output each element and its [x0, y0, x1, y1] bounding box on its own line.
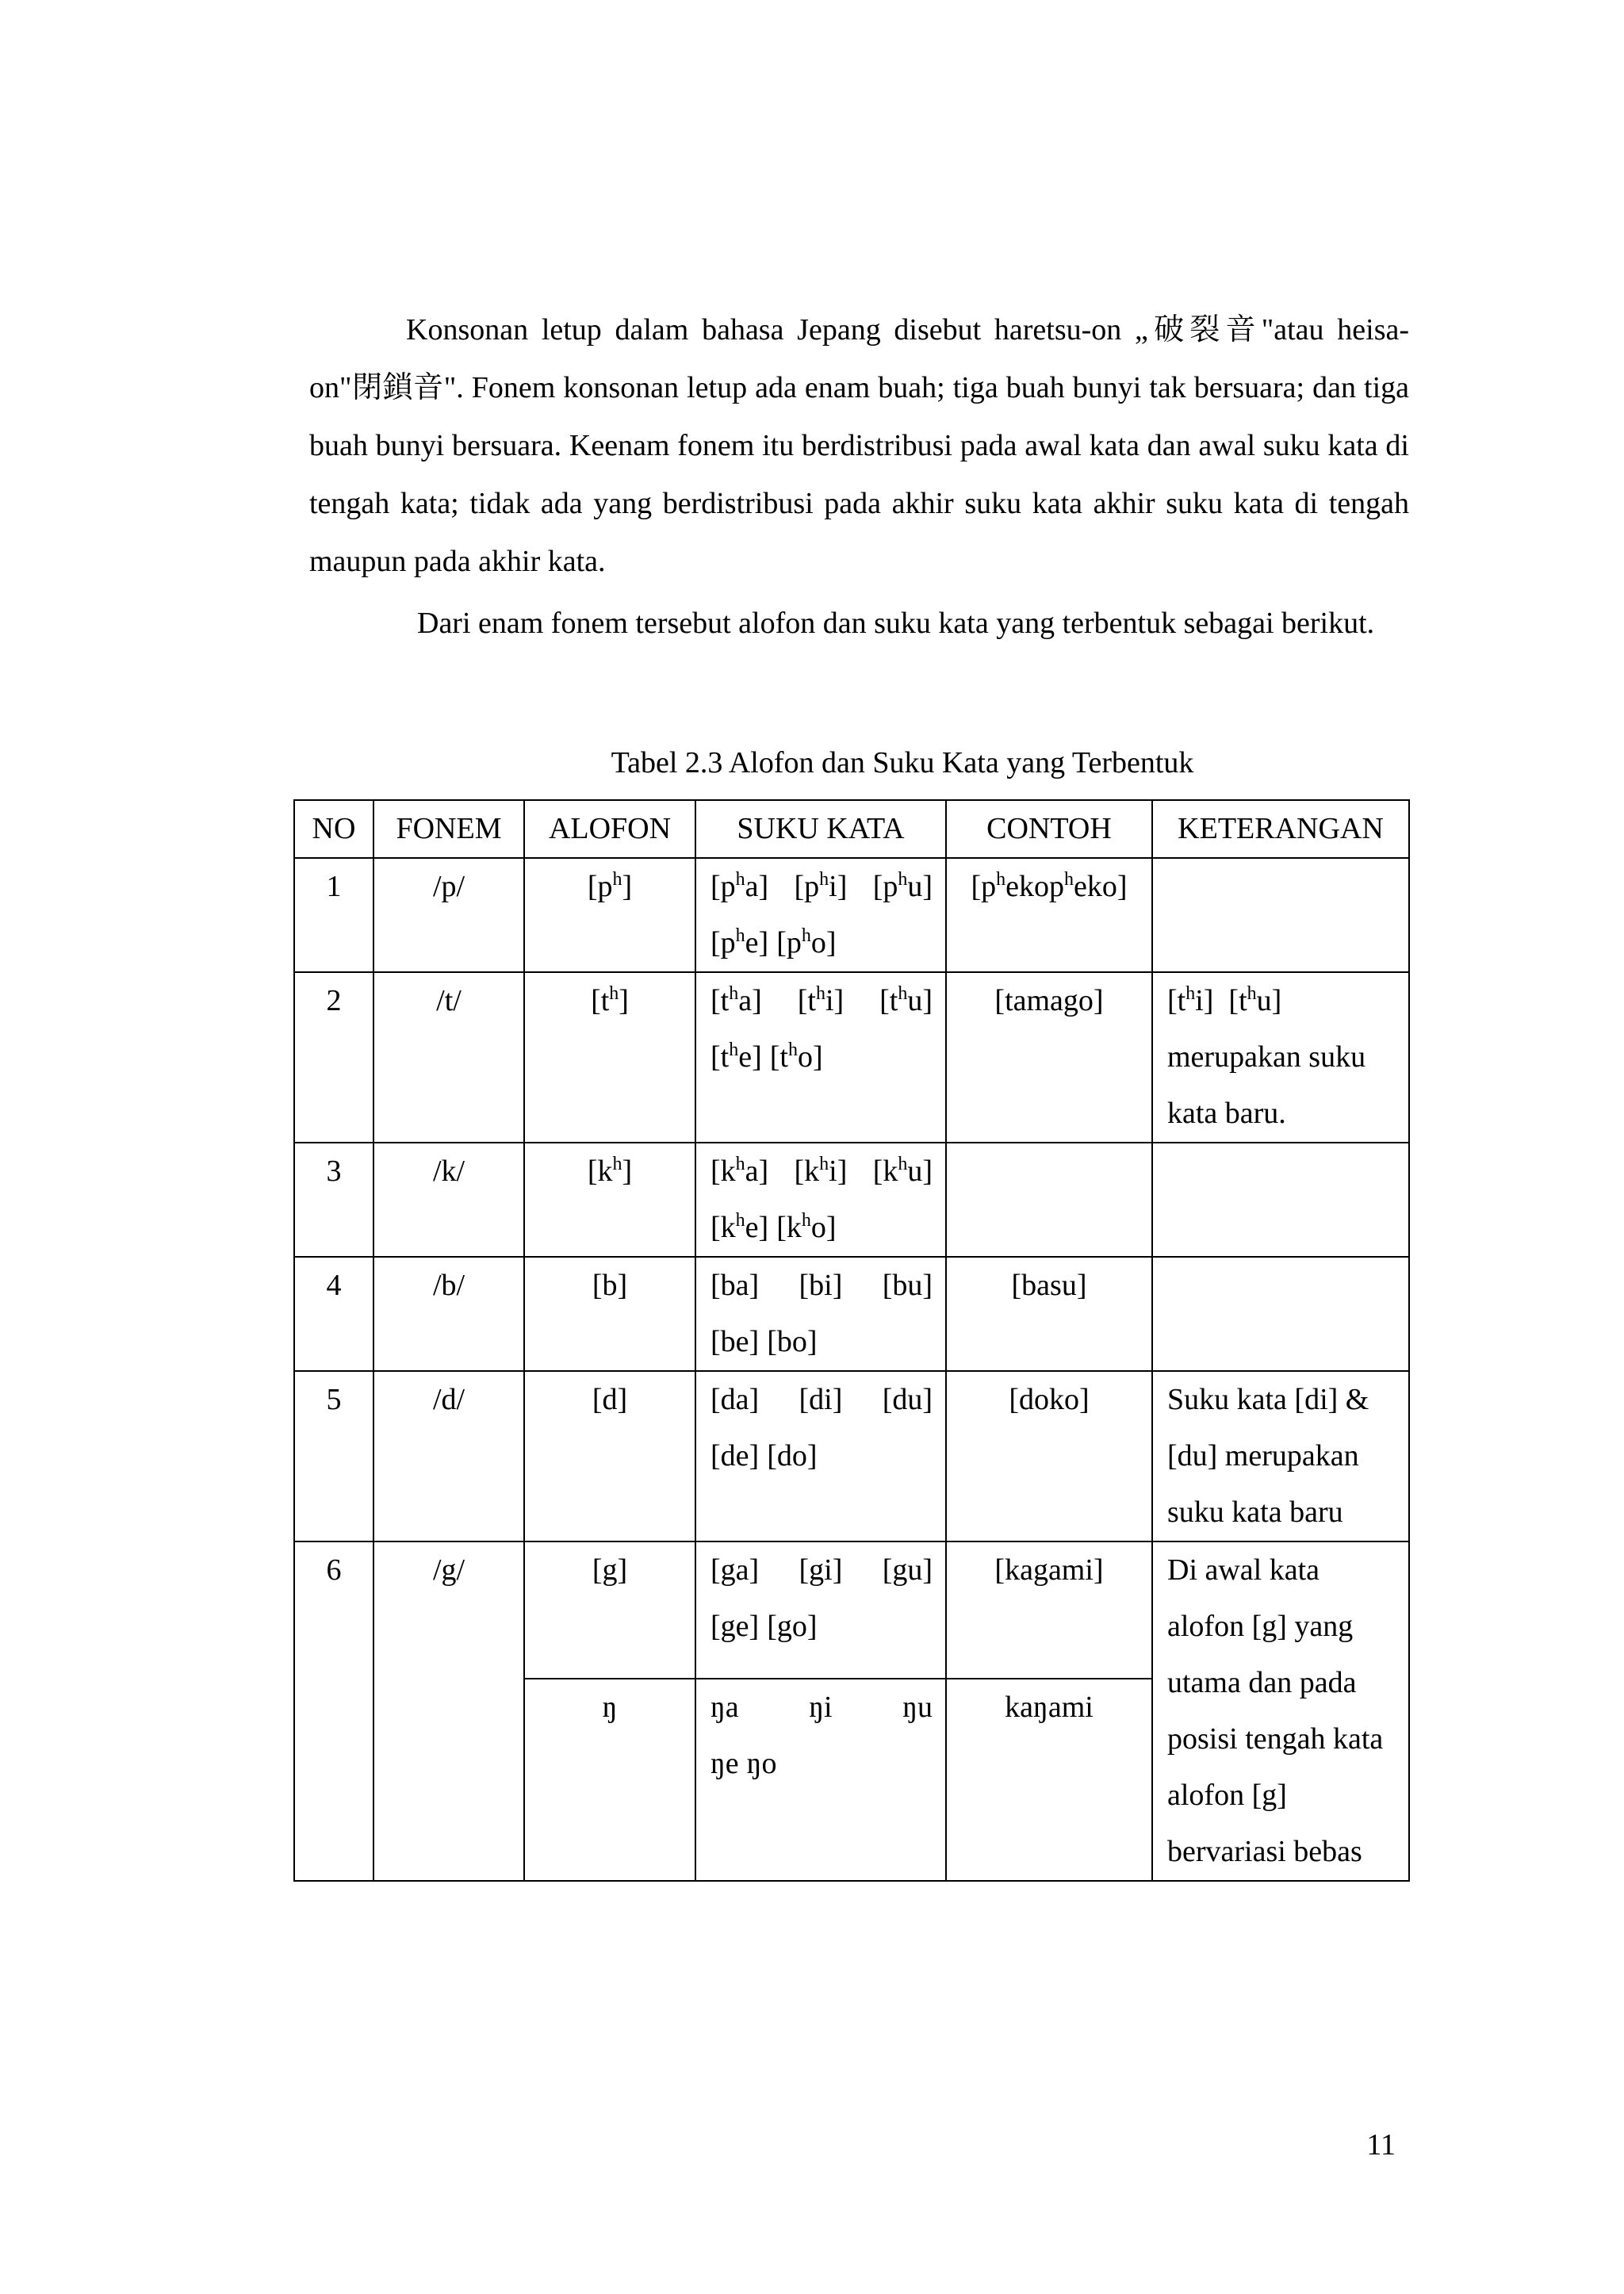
- cell-alofon: ŋ: [524, 1679, 695, 1881]
- cell-contoh: kaŋami: [946, 1679, 1152, 1881]
- cell-alofon: [b]: [524, 1257, 695, 1371]
- table-header-row: [294, 800, 1409, 858]
- cell-fonem: /p/: [373, 858, 524, 972]
- cell-fonem: /k/: [373, 1143, 524, 1257]
- header-suku-kata: SUKU KATA: [695, 800, 946, 858]
- cell-alofon: [d]: [524, 1371, 695, 1541]
- cell-keterangan: [1152, 1143, 1409, 1257]
- cell-suku-kata: $[k^ha]$ $[k^hi]$ $[k^hu]$ $[k^he]$ $[k^ho]$: [695, 1143, 946, 1257]
- paragraph-1: Konsonan letup dalam bahasa Jepang disebut haretsu-on „破裂音"atau heisa-on"閉鎖音". Fonem konsonan letup ada enam buah; tiga buah bunyi tak bersuara; dan tiga buah bunyi bersuara. Keenam fonem itu berdistribusi pada awal kata dan awal suku kata di tengah kata; tidak ada yang berdistribusi pada akhir suku kata akhir suku kata di tengah maupun pada akhir kata.: [309, 313, 1409, 578]
- cell-suku-kata: [ga] [gi] [gu] [ge] [go]: [695, 1541, 946, 1679]
- table-row: [294, 858, 1409, 972]
- cell-fonem: /d/: [373, 1371, 524, 1541]
- cell-no: 6: [294, 1541, 373, 1881]
- cell-no: 5: [294, 1371, 373, 1541]
- page-number: 11: [1366, 2128, 1396, 2162]
- cell-fonem: /b/: [373, 1257, 524, 1371]
- cell-keterangan: [1152, 858, 1409, 972]
- cell-no: 2: [294, 972, 373, 1143]
- cell-contoh: $[p^hekop^heko]$: [946, 858, 1152, 972]
- cell-alofon: [g]: [524, 1541, 695, 1679]
- cell-contoh: [kagami]: [946, 1541, 1152, 1679]
- cell-keterangan: Di awal kata alofon [g] yang utama dan pada posisi tengah kata alofon [g] bervariasi bebas: [1152, 1541, 1409, 1881]
- table-caption: Tabel 2.3 Alofon dan Suku Kata yang Terbentuk: [611, 746, 1194, 779]
- cell-alofon: $[t^h]$: [524, 972, 695, 1143]
- cell-no: 1: [294, 858, 373, 972]
- cell-no: 4: [294, 1257, 373, 1371]
- table-row: [294, 1143, 1409, 1257]
- cell-keterangan: $[t^hi]$ $[t^hu]$ merupakan suku kata baru.: [1152, 972, 1409, 1143]
- cell-suku-kata: [da] [di] [du] [de] [do]: [695, 1371, 946, 1541]
- paragraph-2: Dari enam fonem tersebut alofon dan suku kata yang terbentuk sebagai berikut.: [417, 607, 1375, 640]
- cell-alofon: $[k^h]$: [524, 1143, 695, 1257]
- allophone-table: [293, 799, 1410, 1882]
- cell-suku-kata: [ba] [bi] [bu] [be] [bo]: [695, 1257, 946, 1371]
- cell-suku-kata: ŋa ŋi ŋu ŋe ŋo: [695, 1679, 946, 1881]
- table-row: [294, 1257, 1409, 1371]
- header-fonem: FONEM: [373, 800, 524, 858]
- header-alofon: ALOFON: [524, 800, 695, 858]
- cell-suku-kata: $[p^ha]$ $[p^hi]$ $[p^hu]$ $[p^he]$ $[p^ho]$: [695, 858, 946, 972]
- cell-fonem: /t/: [373, 972, 524, 1143]
- table-row: [294, 1541, 1409, 1679]
- cell-no: 3: [294, 1143, 373, 1257]
- cell-alofon: $[p^h]$: [524, 858, 695, 972]
- table-row: [294, 1371, 1409, 1541]
- cell-contoh: [tamago]: [946, 972, 1152, 1143]
- header-keterangan: KETERANGAN: [1152, 800, 1409, 858]
- cell-fonem: /g/: [373, 1541, 524, 1881]
- header-contoh: CONTOH: [946, 800, 1152, 858]
- cell-contoh: [946, 1143, 1152, 1257]
- cell-keterangan: Suku kata [di] & [du] merupakan suku kata baru: [1152, 1371, 1409, 1541]
- cell-keterangan: [1152, 1257, 1409, 1371]
- table-row: [294, 972, 1409, 1143]
- cell-contoh: [basu]: [946, 1257, 1152, 1371]
- cell-suku-kata: $[t^ha]$ $[t^hi]$ $[t^hu]$ $[t^he]$ $[t^ho]$: [695, 972, 946, 1143]
- header-no: NO: [294, 800, 373, 858]
- cell-contoh: [doko]: [946, 1371, 1152, 1541]
